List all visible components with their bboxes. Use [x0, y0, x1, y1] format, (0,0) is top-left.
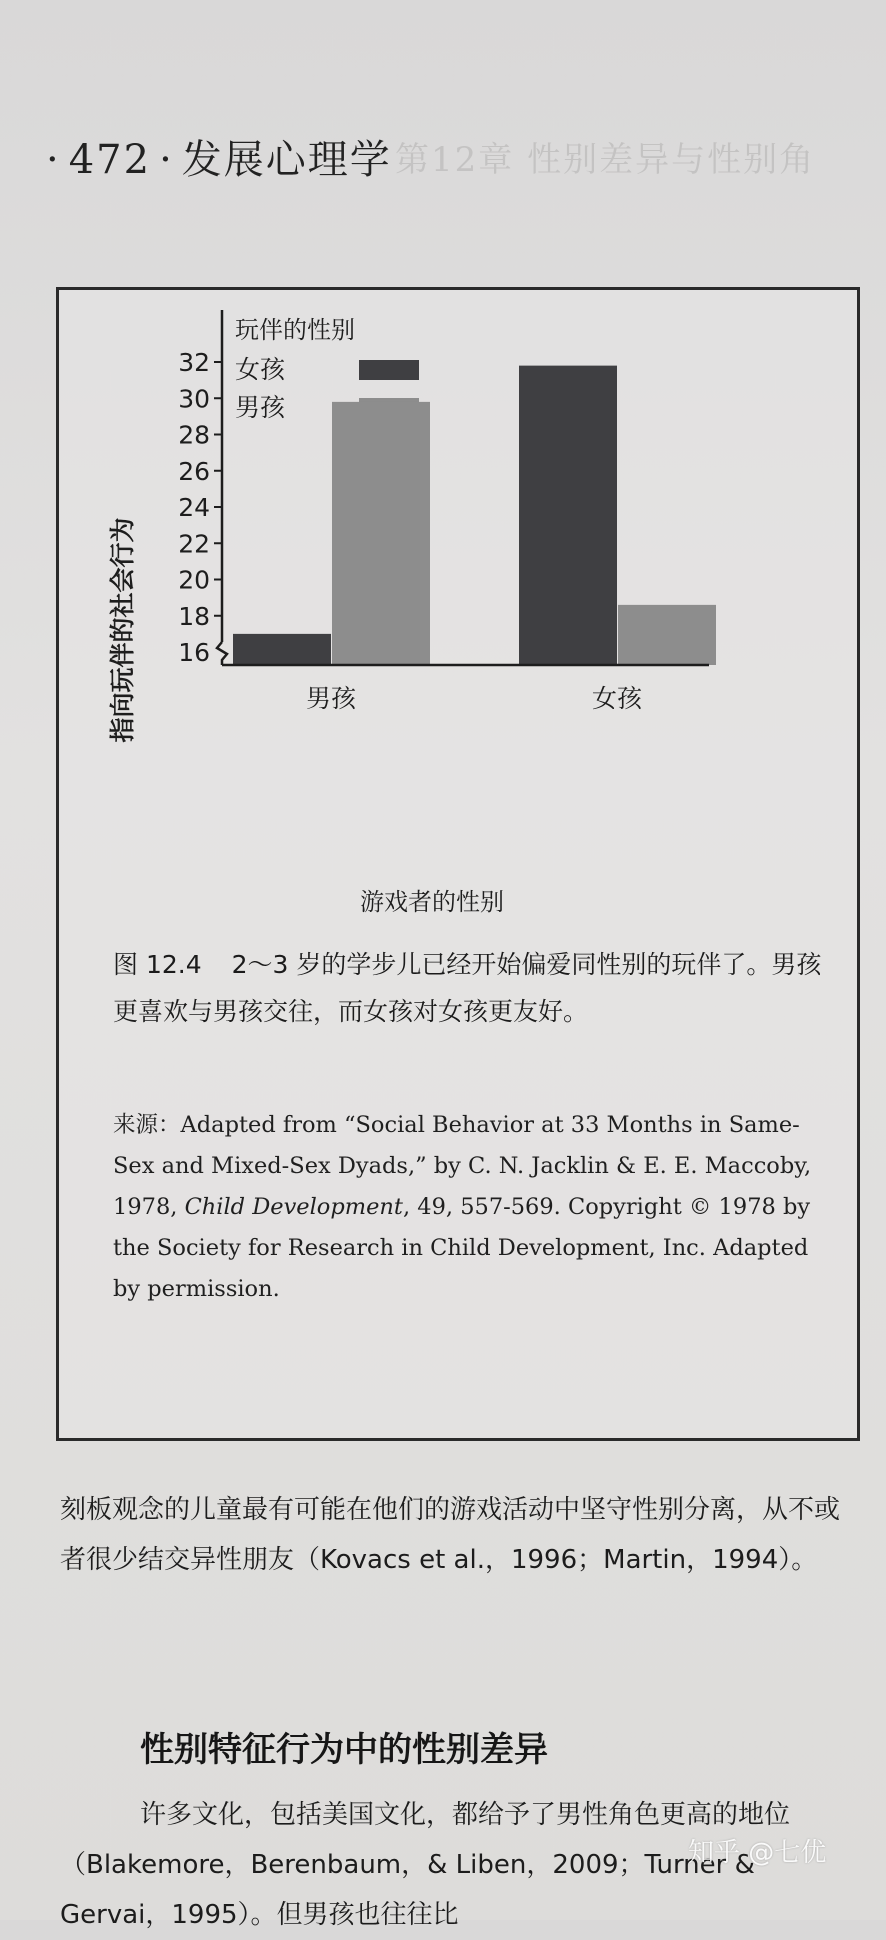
y-axis-label: 指向玩伴的社会行为: [108, 517, 137, 743]
x-tick-label: 男孩: [305, 684, 357, 713]
bar-chart: [59, 290, 863, 930]
page-header: [38, 128, 392, 185]
figure-source: [113, 1105, 833, 1310]
x-axis-label: 游戏者的性别: [360, 888, 504, 916]
watermark: 知乎 @七优: [688, 1838, 827, 1868]
page-number: 472: [68, 137, 152, 183]
figure-caption: [113, 941, 833, 1035]
y-tick-label: 20: [178, 565, 210, 595]
y-tick-label: 32: [178, 348, 210, 377]
body-continuation: 刻板观念的儿童最有可能在他们的游戏活动中坚守性别分离，从不或者很少结交异性朋友（Kovacs et al.，1996；Martin，1994）。: [60, 1495, 841, 1575]
legend-label: 女孩: [234, 355, 285, 384]
figure-number: 图 12.4: [113, 950, 202, 979]
bleed-through-header: 第12章 性别差异与性别角: [395, 140, 816, 180]
y-axis: [178, 310, 227, 667]
legend-swatch: [359, 360, 419, 380]
paragraph-text: 许多文化，包括美国文化，都给予了男性角色更高的地位（Blakemore，Berenbaum，& Liben，2009；Turner & Gervai，1995）。但男孩也往往比: [60, 1800, 791, 1930]
y-axis-break: [217, 642, 227, 665]
y-tick-label: 16: [178, 638, 210, 667]
x-tick-label: 女孩: [591, 684, 643, 713]
source-text-before: Adapted from “Social Behavior at 33 Months in Same-Sex and Mixed-Sex Dyads,” by C. N. Jacklin & E. E. Maccoby, 1978,: [113, 1112, 812, 1220]
header-dot: ·: [159, 137, 174, 183]
y-tick-label: 28: [178, 420, 210, 450]
book-title: 发展心理学: [181, 137, 392, 183]
y-tick-label: 22: [178, 529, 210, 559]
section-title: 性别特征行为中的性别差异: [140, 1730, 548, 1770]
y-tick-label: 26: [178, 456, 210, 486]
bars: [233, 366, 716, 665]
source-label: 来源：: [113, 1112, 181, 1138]
y-tick-label: 24: [178, 493, 210, 522]
bar: [233, 634, 331, 665]
bar: [618, 605, 716, 665]
y-tick-label: 18: [178, 601, 210, 631]
figure-box: [56, 287, 860, 1441]
caption-text: 2～3 岁的学步儿已经开始偏爱同性别的玩伴了。男孩更喜欢与男孩交往，而女孩对女孩更友好。: [113, 950, 822, 1026]
source-journal: Child Development: [184, 1194, 403, 1220]
legend-label: 男孩: [234, 393, 285, 422]
bar: [519, 366, 617, 665]
x-axis: [222, 665, 709, 713]
y-tick-label: 30: [178, 384, 210, 414]
legend-title: 玩伴的性别: [235, 316, 355, 344]
header-dot: ·: [46, 137, 61, 183]
bar: [332, 402, 430, 665]
source-text-after: , 49, 557-569. Copyright © 1978 by the Society for Research in Child Development, Inc. Adapted by permission.: [113, 1194, 811, 1302]
